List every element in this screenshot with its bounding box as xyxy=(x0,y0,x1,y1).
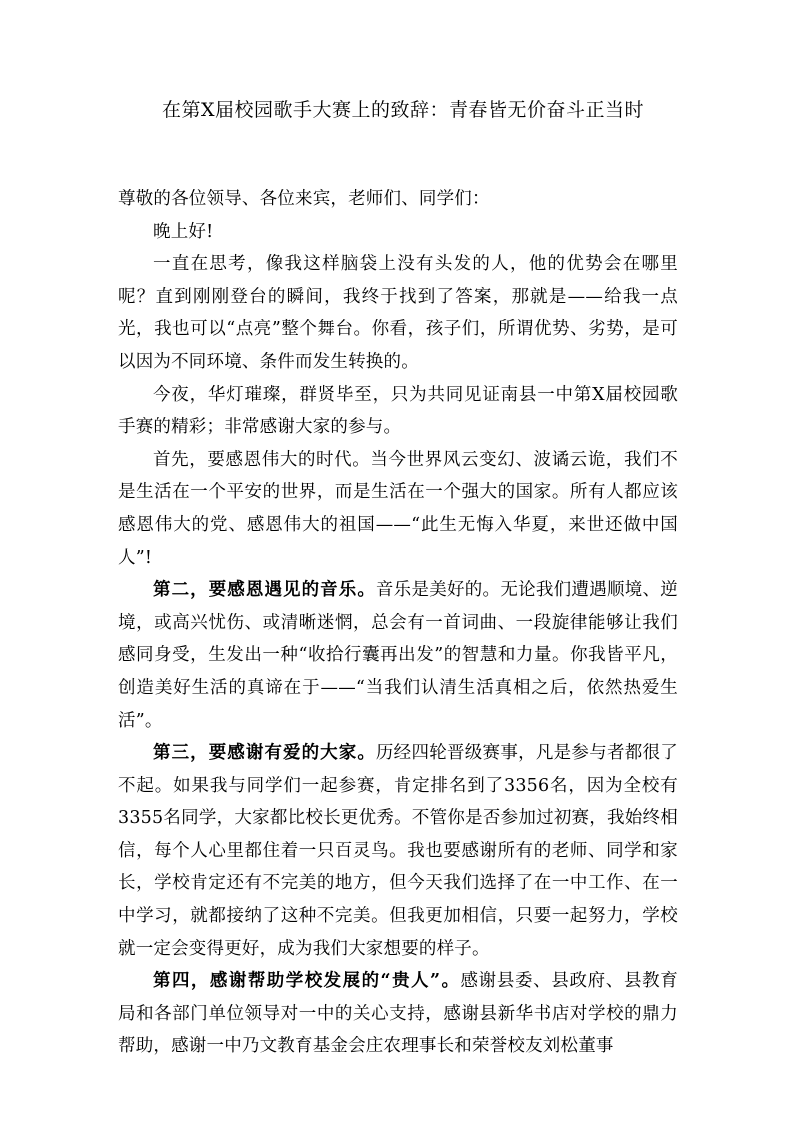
paragraph-text: 音乐是美好的。无论我们遭遇顺境、逆境，或高兴忧伤、或清晰迷惘，总会有一首词曲、一段旋律能够让我们感同身受，生发出一种“收拾行囊再出发”的智慧和力量。你我皆平凡，创造美好生活的真谛在于——“当我们认清生活真相之后，依然热爱生活”。 xyxy=(118,580,679,731)
paragraph-text: 感谢县委、县政府、县教育局和各部门单位领导对一中的关心支持，感谢县新华书店对学校的鼎力帮助，感谢一中乃文教育基金会庄农理事长和荣誉校友刘松董事 xyxy=(118,971,678,1057)
paragraph-text: 历经四轮晋级赛事，凡是参与者都很了不起。如果我与同学们一起参赛，肯定排名到了3356名，因为全校有3355名同学，大家都比校长更优秀。不管你是否参加过初赛，我始终相信，每个人心里都住着一只百灵鸟。我也要感谢所有的老师、同学和家长，学校肯定还有不完美的地方，但今天我们选择了在一中工作、在一中学习，就都接纳了这种不完美。但我更加相信，只要一起努力，学校就一定会变得更好，成为我们大家想要的样子。 xyxy=(118,743,679,959)
title-spacer xyxy=(118,125,678,183)
paragraph-text: 一直在思考，像我这样脑袋上没有头发的人，他的优势会在哪里呢？直到刚刚登台的瞬间，我终于找到了答案，那就是——给我一点光，我也可以“点亮”整个舞台。你看，孩子们，所谓优势、劣势，是可以因为不同环境、条件而发生转换的。 xyxy=(118,254,678,372)
paragraph-lead: 第三，要感谢有爱的大家。 xyxy=(153,743,376,764)
paragraph-tonight xyxy=(118,379,678,444)
paragraph-second-point xyxy=(118,574,678,737)
paragraph-text: 首先，要感恩伟大的时代。当今世界风云变幻、波谲云诡，我们不是生活在一个平安的世界，而是生活在一个强大的国家。所有人都应该感恩伟大的党、感恩伟大的祖国——“此生无悔入华夏，来世还做中国人”! xyxy=(118,449,678,568)
paragraph-salutation xyxy=(118,183,678,216)
paragraph-lead: 第四，感谢帮助学校发展的“贵人”。 xyxy=(153,971,461,992)
paragraph-fourth-point xyxy=(118,965,678,1063)
document-body xyxy=(118,95,678,1063)
paragraph-lead: 第二，要感恩遇见的音乐。 xyxy=(153,580,376,601)
paragraph-first-point xyxy=(118,444,678,574)
page-title: 在第X届校园歌手大赛上的致辞：青春皆无价奋斗正当时 xyxy=(161,99,645,121)
paragraph-greeting xyxy=(118,216,678,249)
paragraph-text: 尊敬的各位领导、各位来宾，老师们、同学们： xyxy=(118,189,490,209)
paragraph-text: 今夜，华灯璀璨，群贤毕至，只为共同见证南县一中第X届校园歌手赛的精彩；非常感谢大家的参与。 xyxy=(118,384,678,438)
paragraph-opening xyxy=(118,248,678,378)
paragraph-third-point xyxy=(118,737,678,965)
paragraph-text: 晚上好! xyxy=(153,221,214,242)
